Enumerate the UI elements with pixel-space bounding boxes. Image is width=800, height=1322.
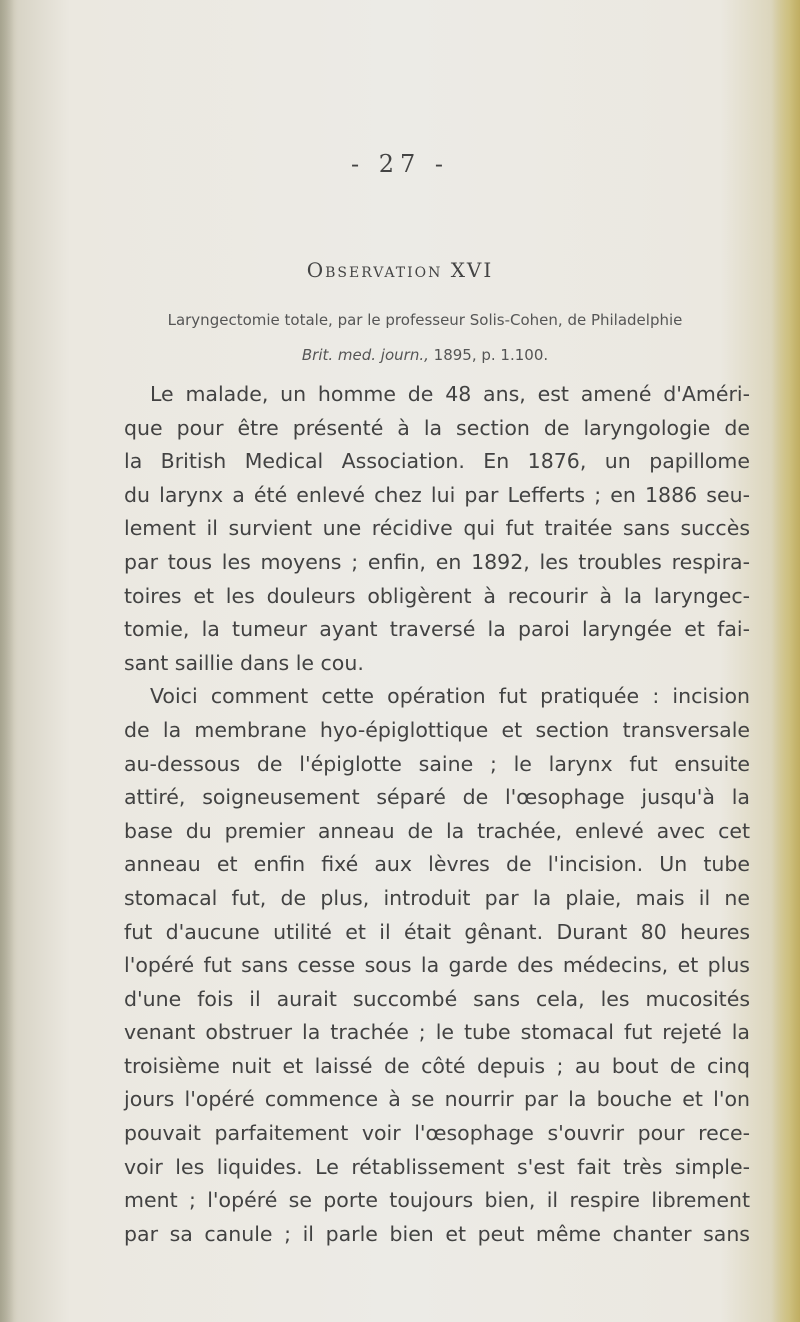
text-line: fut d'aucune utilité et il était gênant. Durant 80 heures: [124, 919, 750, 944]
body-text: [124, 378, 750, 1251]
text-line: anneau et enfin fixé aux lèvres de l'incision. Un tube: [124, 852, 750, 877]
text-line: de la membrane hyo-épiglottique et section transversale: [124, 717, 750, 742]
text-line: d'une fois il aurait succombé sans cela, les mucosités: [124, 986, 750, 1011]
text-line: stomacal fut, de plus, introduit par la plaie, mais il ne: [124, 885, 750, 910]
text-line: par tous les moyens ; enfin, en 1892, les troubles respira-: [124, 549, 750, 574]
text-line: attiré, soigneusement séparé de l'œsophage jusqu'à la: [124, 785, 750, 810]
text-line: la British Medical Association. En 1876, un papillome: [124, 449, 750, 474]
text-line: sant saillie dans le cou.: [124, 650, 364, 675]
paragraph-2: [124, 680, 750, 1251]
text-line: base du premier anneau de la trachée, enlevé avec cet: [124, 818, 750, 843]
text-line: troisième nuit et laissé de côté depuis ; au bout de cinq: [124, 1053, 750, 1078]
text-line: ment ; l'opéré se porte toujours bien, il respire librement: [124, 1188, 750, 1213]
text-line: par sa canule ; il parle bien et peut même chanter sans: [124, 1221, 750, 1246]
text-line: pouvait parfaitement voir l'œsophage s'ouvrir pour rece-: [124, 1121, 750, 1146]
text-line: du larynx a été enlevé chez lui par Lefferts ; en 1886 seu-: [124, 482, 750, 507]
text-line: voir les liquides. Le rétablissement s'est fait très simple-: [124, 1154, 750, 1179]
paragraph-1: [124, 378, 750, 680]
text-line: au-dessous de l'épiglotte saine ; le larynx fut ensuite: [124, 751, 750, 776]
text-line: Le malade, un homme de 48 ans, est amené d'Améri-: [150, 382, 750, 406]
reference-line-2: [60, 346, 790, 364]
text-line: tomie, la tumeur ayant traversé la paroi laryngée et fai-: [124, 617, 750, 642]
text-line: lement il survient une récidive qui fut traitée sans succès: [124, 516, 750, 541]
journal-name: Brit. med. journ.,: [301, 346, 429, 364]
text-line: que pour être présenté à la section de laryngologie de: [124, 415, 750, 440]
text-line: l'opéré fut sans cesse sous la garde des médecins, et plus: [124, 953, 750, 978]
page-right-foxing: [772, 0, 800, 1322]
text-line: toires et les douleurs obligèrent à recourir à la laryngec-: [124, 583, 750, 608]
text-line: venant obstruer la trachée ; le tube stomacal fut rejeté la: [124, 1020, 750, 1045]
page-left-shadow: [0, 0, 14, 1322]
page-number: - 27 -: [350, 150, 449, 178]
text-line: Voici comment cette opération fut pratiquée : incision: [150, 684, 750, 709]
text-line: jours l'opéré commence à se nourrir par la bouche et l'on: [124, 1087, 750, 1112]
journal-citation: 1895, p. 1.100.: [433, 346, 549, 364]
observation-heading: Observation XVI: [306, 258, 494, 282]
reference-line-1: Laryngectomie totale, par le professeur Solis-Cohen, de Philadelphie: [167, 311, 683, 329]
